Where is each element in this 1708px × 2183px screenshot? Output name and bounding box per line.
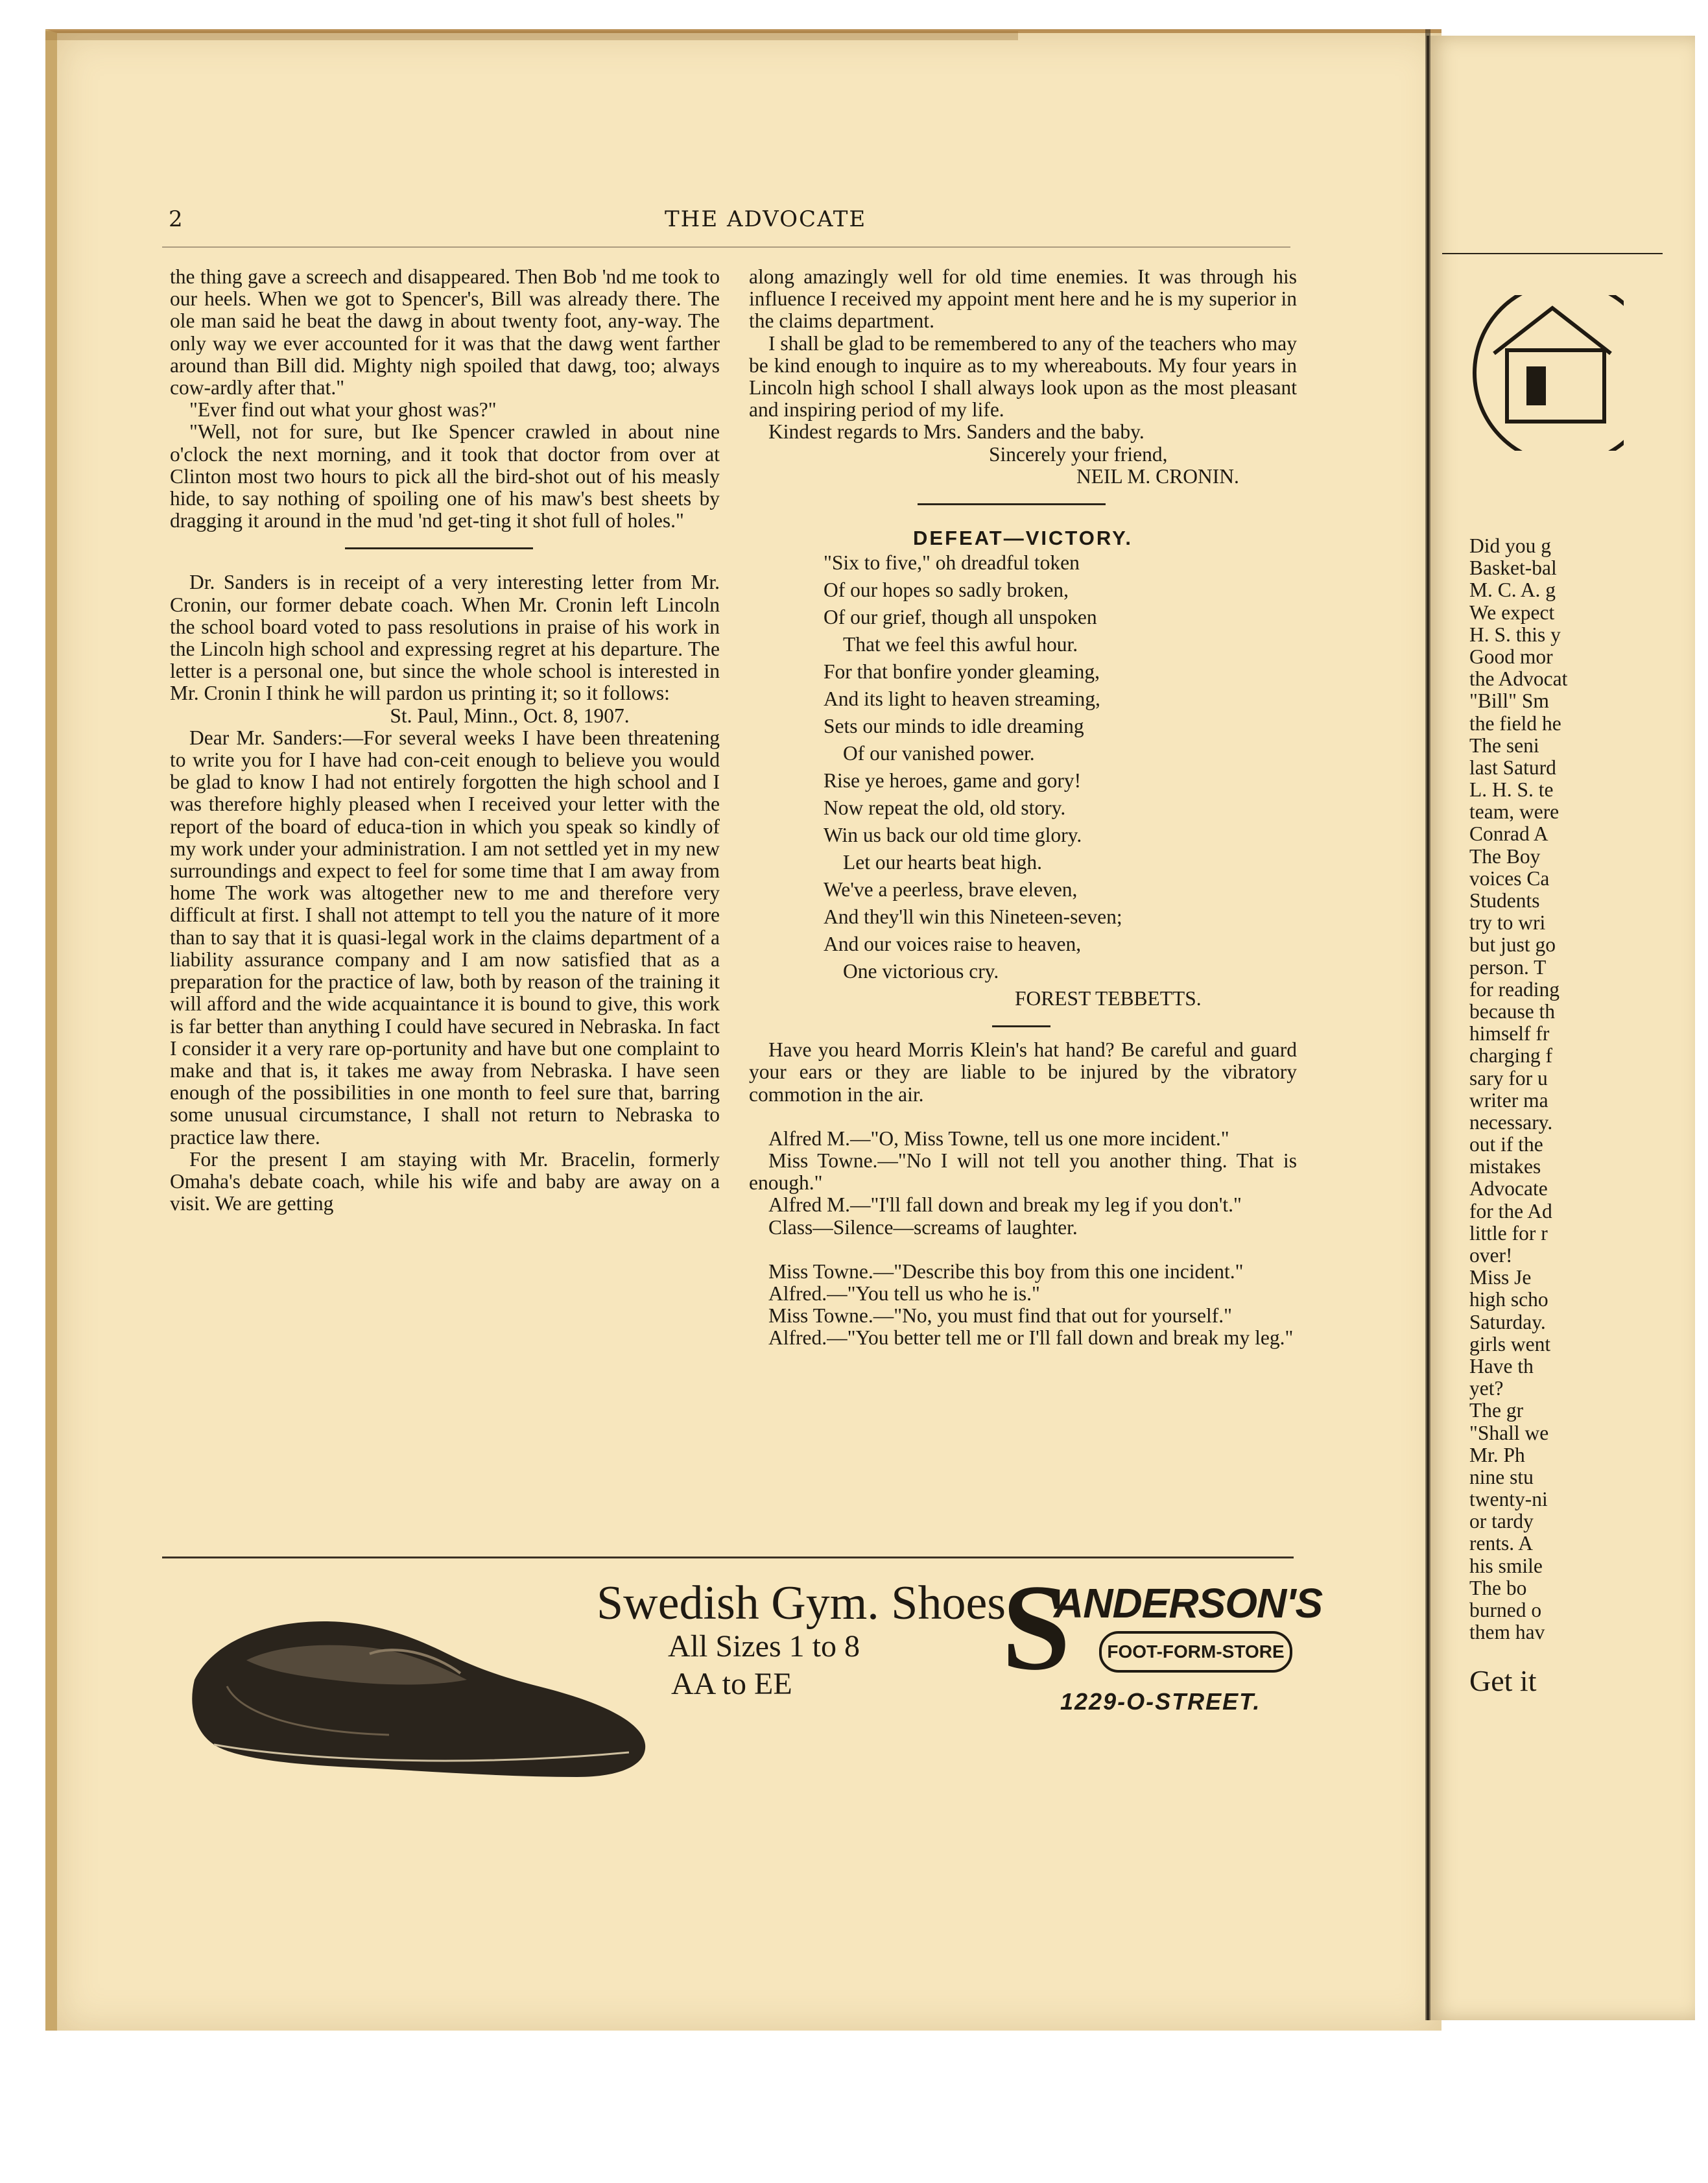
right-column-line: burned o [1469,1599,1542,1621]
right-footer-fragment: Get it [1469,1664,1537,1697]
right-column-line: "Shall we [1469,1421,1549,1444]
right-column-line: himself fr [1469,1022,1550,1045]
poem-author: FOREST TEBBETTS. [1015,987,1202,1010]
ad-sizes-line: All Sizes 1 to 8 [668,1629,860,1664]
poem-line: Rise ye heroes, game and gory! [824,769,1082,793]
letter-signature: NEIL M. CRONIN. [1076,464,1239,488]
right-column-line: high scho [1469,1288,1548,1311]
poem-line: Let our hearts beat high. [843,851,1043,874]
ad-headline: Swedish Gym. Shoes [597,1577,1006,1630]
right-column-line: for reading [1469,977,1560,1001]
store-initial: S [1002,1560,1071,1696]
section-divider [345,547,533,549]
right-column-line: Students [1469,889,1540,912]
poem-line: Win us back our old time glory. [824,824,1082,847]
right-column-line: H. S. this y [1469,623,1561,646]
right-column-line: the field he [1469,711,1561,735]
masthead: THE ADVOCATE [665,206,867,232]
joke-paragraph: Alfred.—"You tell us who he is." [768,1282,1040,1306]
section-divider [992,1025,1050,1027]
right-column-line: writer ma [1469,1088,1548,1112]
right-column-line: necessary. [1469,1110,1553,1134]
right-column-line: yet? [1469,1377,1504,1400]
right-column-line: The bo [1469,1576,1527,1599]
advertisement-rule [162,1557,1294,1558]
poem-line: And they'll win this Nineteen-seven; [824,905,1122,929]
joke-paragraph: Class—Silence—screams of laughter. [768,1215,1078,1239]
right-column-line: or tardy [1469,1510,1534,1533]
right-column-line: try to wri [1469,911,1546,935]
right-column-text [1469,535,1695,1643]
right-column-line: L. H. S. te [1469,778,1554,802]
right-column-line: Did you g [1469,534,1551,557]
right-column-line: "Bill" Sm [1469,689,1549,713]
poem-line: And our voices raise to heaven, [824,933,1082,956]
poem-line: One victorious cry. [843,960,999,983]
right-column-line: The seni [1469,734,1539,757]
right-column-line: Saturday. [1469,1310,1546,1333]
right-column-line: person. T [1469,955,1547,979]
right-column-line: little for r [1469,1221,1548,1245]
store-name: ANDERSON'S [1054,1580,1323,1627]
letter-paragraph: along amazingly well for old time enemies. It was through his influence I received my appoint ment here and he is my superior in the claims department. [749,265,1297,333]
right-column-line: the Advocat [1469,667,1568,691]
store-tagline: FOOT-FORM-STORE [1099,1631,1292,1673]
right-column-line: last Saturd [1469,756,1556,779]
letter-paragraph: I shall be glad to be remembered to any of the teachers who may be kind enough to inquire as to my whereabouts. My four years in Lincoln high school I shall always look upon as the most pleasant and inspiring period of my life. [749,331,1297,422]
story-paragraph: the thing gave a screech and disappeared. Then Bob 'nd me took to our heels. When we got to Spencer's, Bill was already there. The ole man said he beat the dawg in about twenty foot, any-way. The only way we ever accounted for it was that the dawg went farther around than Bill did. Mighty nigh spoiled that dawg, too; always cow-ardly after that." [170,265,720,400]
right-column-line: charging f [1469,1044,1552,1068]
right-column-line: for the Ad [1469,1199,1552,1223]
right-column-line: M. C. A. g [1469,579,1556,602]
page-edge-stain [45,31,1018,40]
right-column-line: We expect [1469,601,1555,624]
joke-paragraph: Alfred M.—"O, Miss Towne, tell us one more incident." [768,1127,1229,1150]
joke-paragraph: Miss Towne.—"No I will not tell you another thing. That is enough." [749,1149,1297,1195]
right-column-line: because th [1469,999,1556,1023]
letter-paragraph: Dear Mr. Sanders:—For several weeks I have been threatening to write you for I have had con-ceit enough to believe you would be glad to know I had not entirely forgotten the high school and I was therefore highly pleased when I received your letter with the report of the board of educa-tion in which you speak so kindly of my work under your administration. I am not settled yet in my new surroundings and expect to feel for some time that I am away from home The work was altogether new to me and therefore very difficult at first. I shall not attempt to tell you the nature of it more than to say that it is quasi-legal work in the claims department of a liability assurance company and I am now satisfied that as a preparation for the practice of law, both by reason of the training it will afford and the wide acquaintance it is bound to give, this work is far better than anything I could have secured in Nebraska. In fact I consider it a very rare op-portunity and have but one complaint to make and that is, it takes me away from Nebraska. I have seen enough of the possibilities in one month to feel sure that, barring some unusual circumstance, I shall not return to Nebraska to practice law there. [170,726,720,1149]
middle-column [749,266,1297,1350]
right-column-line: them hav [1469,1621,1545,1644]
header-rule [162,246,1290,248]
poem-line: "Six to five," oh dreadful token [824,551,1080,575]
right-column-line: over! [1469,1244,1513,1267]
ad-sizes-line: AA to EE [671,1667,792,1701]
right-column-line: Basket-bal [1469,556,1557,580]
poem-line: Sets our minds to idle dreaming [824,715,1084,738]
letter-intro: Dr. Sanders is in receipt of a very interesting letter from Mr. Cronin, our former debate coach. When Mr. Cronin left Lincoln the school board voted to pass resolutions in praise of his work in the Lincoln high school and expressing regret at his departure. The letter is a personal one, but since the whole school is interested in Mr. Cronin I think he will pardon us printing it; so it follows: [170,571,720,705]
poem-line: Of our vanished power. [843,742,1035,765]
ad-sizes [668,1628,860,1703]
right-column-line: mistakes [1469,1155,1541,1178]
house-illustration-icon [1468,295,1624,451]
left-column [170,266,720,1215]
right-column-line: voices Ca [1469,866,1550,890]
page-right-fragment [1427,36,1695,2020]
store-logo [1002,1560,1323,1735]
poem-line: Of our hopes so sadly broken, [824,579,1069,602]
joke-paragraph: Miss Towne.—"Describe this boy from this one incident." [768,1259,1244,1283]
poem-line: For that bonfire yonder gleaming, [824,660,1100,684]
right-column-line: Mr. Ph [1469,1443,1525,1466]
letter-dateline: St. Paul, Minn., Oct. 8, 1907. [390,704,630,727]
letter-paragraph: Kindest regards to Mrs. Sanders and the baby. [768,420,1145,444]
right-column-line: The Boy [1469,844,1541,868]
letter-paragraph: For the present I am staying with Mr. Bracelin, formerly Omaha's debate coach, while his wife and baby are away on a visit. We are getting [170,1147,720,1215]
right-header-rule [1442,253,1663,254]
right-column-line: sary for u [1469,1066,1548,1090]
right-column-line: rents. A [1469,1532,1533,1555]
poem-line: Of our grief, though all unspoken [824,606,1097,629]
right-column-line: his smile [1469,1554,1543,1577]
right-column-line: team, were [1469,800,1560,824]
right-column-line: Advocate [1469,1177,1548,1200]
poem-line: Now repeat the old, old story. [824,796,1066,820]
shoe-illustration [175,1582,655,1796]
page-spine [1425,29,1430,2020]
poem-line: And its light to heaven streaming, [824,687,1100,711]
section-divider [918,503,1106,505]
right-column-line: girls went [1469,1332,1551,1355]
joke-paragraph: Have you heard Morris Klein's hat hand? Be careful and guard your ears or they are liable to be injured by the vibratory commotion in the air. [749,1038,1297,1106]
joke-paragraph: Alfred.—"You better tell me or I'll fall down and break my leg." [768,1326,1294,1350]
poem-line: That we feel this awful hour. [843,633,1078,656]
right-column-line: out if the [1469,1133,1543,1156]
right-column-line: nine stu [1469,1465,1534,1488]
poem-line: We've a peerless, brave eleven, [824,878,1078,901]
right-column-line: The gr [1469,1399,1524,1422]
page-number: 2 [169,206,183,232]
letter-closing: Sincerely your friend, [989,442,1168,466]
joke-paragraph: Miss Towne.—"No, you must find that out for yourself." [768,1304,1233,1328]
joke-paragraph: Alfred M.—"I'll fall down and break my leg if you don't." [768,1193,1242,1217]
story-paragraph: "Well, not for sure, but Ike Spencer crawled in about nine o'clock the next morning, and it took that doctor from over at Clinton most two hours to pick all the bird-shot out of his measly hide, to say nothing of spoiling one of his maw's best sheets by dragging it around in the mud 'nd get-ting it shot full of holes." [170,420,720,532]
right-column-line: but just go [1469,933,1556,957]
right-column-line: Miss Je [1469,1266,1532,1289]
poem [749,549,1297,1012]
store-address: 1229-O-STREET. [1060,1688,1261,1715]
right-column-line: Conrad A [1469,822,1548,846]
right-column-line: Have th [1469,1354,1534,1378]
right-column-line: Good mor [1469,645,1553,668]
poem-title: DEFEAT—VICTORY. [913,527,1133,550]
right-column-line: twenty-ni [1469,1488,1548,1511]
story-paragraph: "Ever find out what your ghost was?" [189,398,497,422]
